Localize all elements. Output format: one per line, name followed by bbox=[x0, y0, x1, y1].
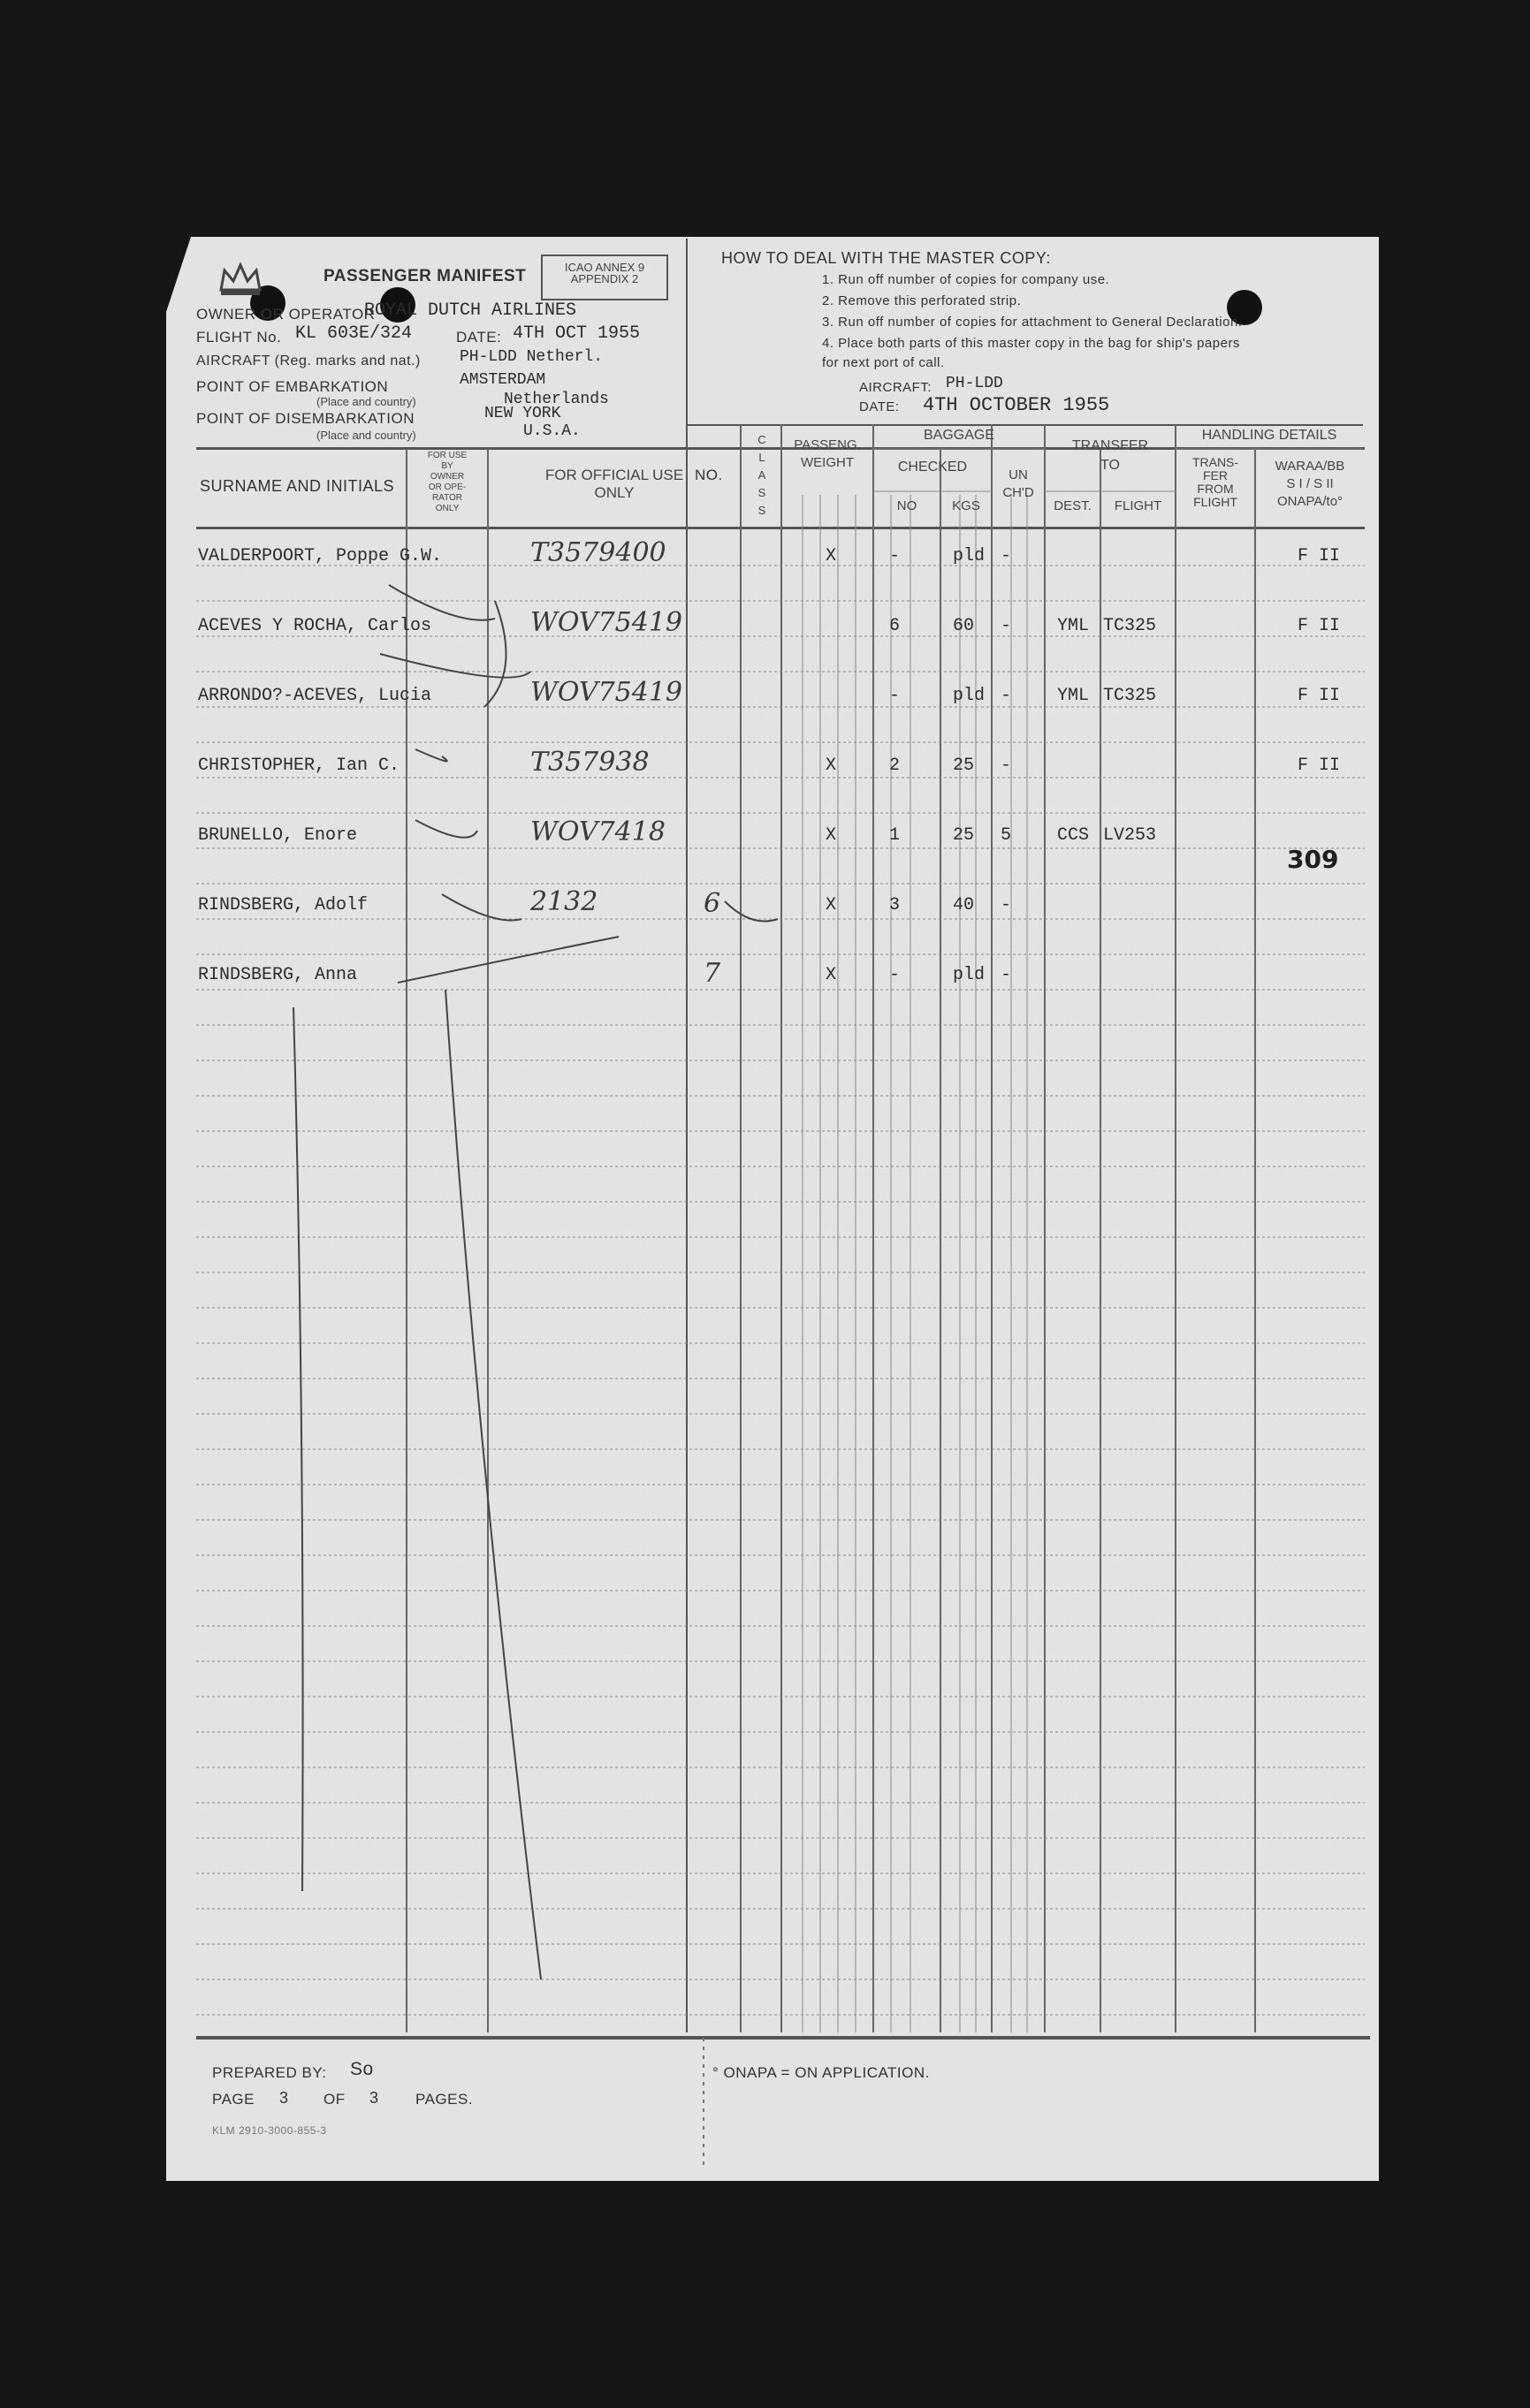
col-checked-no: NO bbox=[896, 498, 917, 513]
col-official-use-line: ONLY bbox=[594, 484, 635, 501]
instruction-item: 1. Run off number of copies for company use. bbox=[822, 272, 1110, 287]
flight-label: FLIGHT No. bbox=[196, 329, 282, 346]
col-owner-use-line: OWNER bbox=[430, 472, 465, 482]
bag-kgs: pld bbox=[953, 965, 986, 985]
pages-label: PAGES. bbox=[415, 2091, 474, 2108]
page-label: PAGE bbox=[212, 2091, 255, 2108]
bag-count: 1 bbox=[889, 825, 901, 846]
col-owner-use-line: ONLY bbox=[435, 504, 460, 513]
aircraft-label: AIRCRAFT (Reg. marks and nat.) bbox=[196, 353, 421, 368]
bag-count: - bbox=[889, 686, 901, 706]
aircraft-value: PH-LDD Netherl. bbox=[460, 348, 604, 366]
stamp-number: 309 bbox=[1287, 845, 1339, 874]
handling-code: F II bbox=[1298, 756, 1341, 776]
col-class-letter: C bbox=[757, 433, 766, 446]
unchecked-bags: - bbox=[1001, 686, 1012, 706]
col-handling: HANDLING DETAILS bbox=[1201, 428, 1337, 443]
owner-value: ROYAL DUTCH AIRLINES bbox=[364, 300, 577, 321]
passenger-name: RINDSBERG, Anna bbox=[198, 965, 358, 985]
col-waraa bbox=[1255, 458, 1365, 511]
official-use-entry: T357938 bbox=[530, 747, 650, 778]
col-class-letter: L bbox=[758, 451, 765, 464]
disembark-country: U.S.A. bbox=[523, 422, 581, 440]
icao-appendix: APPENDIX 2 bbox=[570, 272, 639, 285]
unchecked-bags: - bbox=[1001, 756, 1012, 776]
unchecked-bags: - bbox=[1001, 616, 1012, 636]
col-passeng-weight bbox=[781, 437, 873, 472]
col-owner-use-line: BY bbox=[441, 461, 453, 471]
bag-count: - bbox=[889, 546, 901, 566]
disembark-value: NEW YORK bbox=[484, 405, 561, 422]
instr-date-label: DATE: bbox=[859, 399, 900, 414]
col-transfer-from bbox=[1176, 456, 1255, 509]
passeng-weight: X bbox=[826, 546, 837, 566]
col-unchd-line: UN bbox=[1009, 467, 1028, 482]
bag-count: 2 bbox=[889, 756, 901, 776]
col-baggage: BAGGAGE bbox=[923, 428, 995, 443]
col-official-use-line: FOR OFFICIAL USE bbox=[544, 467, 684, 483]
bag-kgs: 25 bbox=[953, 825, 975, 846]
icao-annex: ICAO ANNEX 9 bbox=[564, 261, 645, 274]
instr-date-value: 4TH OCTOBER 1955 bbox=[923, 394, 1110, 416]
col-transfer-line: TRANSFER bbox=[1071, 438, 1149, 453]
passenger-name: CHRISTOPHER, Ian C. bbox=[198, 756, 400, 776]
handling-code: F II bbox=[1298, 616, 1341, 636]
passeng-weight: X bbox=[826, 825, 837, 846]
date-label: DATE: bbox=[456, 329, 502, 346]
place-country-label: (Place and country) bbox=[316, 395, 416, 408]
col-passeng-weight-line: WEIGHT bbox=[801, 455, 854, 470]
col-class-letter: A bbox=[757, 468, 766, 482]
bag-count: 3 bbox=[889, 895, 901, 915]
onapa-note: ° ONAPA = ON APPLICATION. bbox=[712, 2064, 930, 2081]
page-value: 3 bbox=[279, 2089, 289, 2107]
instructions-title: HOW TO DEAL WITH THE MASTER COPY: bbox=[721, 249, 1051, 267]
col-class-letter: S bbox=[757, 486, 766, 499]
bag-kgs: 60 bbox=[953, 616, 975, 636]
col-transfer-from-line: FROM bbox=[1197, 482, 1234, 496]
col-owner-use-line: RATOR bbox=[431, 493, 463, 503]
owner-label: OWNER OR OPERATOR bbox=[196, 306, 376, 323]
instruction-item: 4. Place both parts of this master copy in the bag for ship's papers bbox=[822, 336, 1240, 351]
col-class-letter: S bbox=[757, 504, 766, 517]
col-transfer-from-line: TRANS- bbox=[1191, 455, 1239, 469]
col-no: NO. bbox=[695, 467, 723, 483]
transfer-dest: YML bbox=[1057, 686, 1090, 706]
col-checked-kgs: KGS bbox=[952, 498, 980, 513]
prepared-label: PREPARED BY: bbox=[212, 2064, 327, 2081]
disembark-label: POINT OF DISEMBARKATION bbox=[196, 410, 415, 427]
col-surname: SURNAME AND INITIALS bbox=[200, 477, 395, 495]
instr-aircraft-label: AIRCRAFT: bbox=[859, 380, 932, 395]
embark-country: Netherlands bbox=[504, 391, 609, 408]
col-transfer-line: TO bbox=[1100, 458, 1120, 473]
col-class bbox=[744, 431, 780, 520]
bag-kgs: 40 bbox=[953, 895, 975, 915]
passeng-weight: X bbox=[826, 895, 837, 915]
unchecked-bags: - bbox=[1001, 546, 1012, 566]
col-checked: CHECKED bbox=[897, 460, 968, 475]
passenger-name: VALDERPOORT, Poppe G.W. bbox=[198, 546, 443, 566]
col-dest: DEST. bbox=[1054, 498, 1092, 513]
unchecked-bags: - bbox=[1001, 895, 1012, 915]
flight-value: KL 603E/324 bbox=[295, 323, 413, 344]
official-use-entry: WOV7418 bbox=[530, 817, 666, 847]
bag-kgs: pld bbox=[953, 686, 986, 706]
col-waraa-line: WARAA/BB bbox=[1275, 459, 1345, 474]
form-code: KLM 2910-3000-855-3 bbox=[212, 2124, 327, 2137]
instruction-item: 2. Remove this perforated strip. bbox=[822, 293, 1022, 308]
passenger-no: 7 bbox=[704, 958, 721, 989]
col-flight: FLIGHT bbox=[1114, 498, 1162, 513]
transfer-flight: TC325 bbox=[1103, 686, 1157, 706]
transfer-flight: LV253 bbox=[1103, 825, 1157, 846]
col-unchd bbox=[992, 467, 1045, 502]
unchecked-bags: - bbox=[1001, 965, 1012, 985]
col-unchd-line: CH'D bbox=[1002, 485, 1034, 500]
instruction-item: 3. Run off number of copies for attachment to General Declaration. bbox=[822, 315, 1243, 330]
of-value: 3 bbox=[369, 2089, 379, 2107]
col-passeng-weight-line: PASSENG. bbox=[794, 437, 861, 452]
passenger-no: 6 bbox=[704, 888, 721, 919]
handling-code: F II bbox=[1298, 546, 1341, 566]
passenger-name: RINDSBERG, Adolf bbox=[198, 895, 369, 915]
embark-value: AMSTERDAM bbox=[460, 371, 546, 389]
passeng-weight: X bbox=[826, 756, 837, 776]
handling-code: F II bbox=[1298, 686, 1341, 706]
prepared-value: So bbox=[350, 2059, 374, 2079]
official-use-entry: WOV75419 bbox=[530, 677, 683, 708]
official-use-entry: 2132 bbox=[530, 886, 598, 917]
official-use-entry: T3579400 bbox=[530, 537, 666, 568]
passenger-name: BRUNELLO, Enore bbox=[198, 825, 358, 846]
instruction-item: for next port of call. bbox=[822, 355, 945, 370]
embark-label: POINT OF EMBARKATION bbox=[196, 378, 389, 395]
place-country-label-2: (Place and country) bbox=[316, 429, 416, 442]
col-owner-use bbox=[408, 451, 486, 514]
col-transfer bbox=[1045, 437, 1176, 475]
passeng-weight: X bbox=[826, 965, 837, 985]
bag-kgs: 25 bbox=[953, 756, 975, 776]
date-value: 4TH OCT 1955 bbox=[513, 323, 641, 344]
of-label: OF bbox=[324, 2091, 346, 2108]
col-transfer-from-line: FLIGHT bbox=[1193, 495, 1237, 509]
bag-kgs: pld bbox=[953, 546, 986, 566]
unchecked-bags: 5 bbox=[1001, 825, 1012, 846]
bag-count: - bbox=[889, 965, 901, 985]
passenger-name: ACEVES Y ROCHA, Carlos bbox=[198, 616, 432, 636]
transfer-flight: TC325 bbox=[1103, 616, 1157, 636]
transfer-dest: YML bbox=[1057, 616, 1090, 636]
manifest-title: PASSENGER MANIFEST bbox=[324, 267, 527, 285]
instr-aircraft-value: PH-LDD bbox=[946, 375, 1003, 392]
col-waraa-line: S I / S II bbox=[1286, 476, 1334, 491]
col-transfer-from-line: FER bbox=[1203, 468, 1228, 482]
official-use-entry: WOV75419 bbox=[530, 607, 683, 638]
col-waraa-line: ONAPA/to° bbox=[1276, 494, 1344, 509]
col-owner-use-line: OR OPE- bbox=[428, 482, 467, 492]
col-owner-use-line: FOR USE bbox=[427, 451, 468, 460]
transfer-dest: CCS bbox=[1057, 825, 1090, 846]
passenger-name: ARRONDO?-ACEVES, Lucia bbox=[198, 686, 432, 706]
bag-count: 6 bbox=[889, 616, 901, 636]
